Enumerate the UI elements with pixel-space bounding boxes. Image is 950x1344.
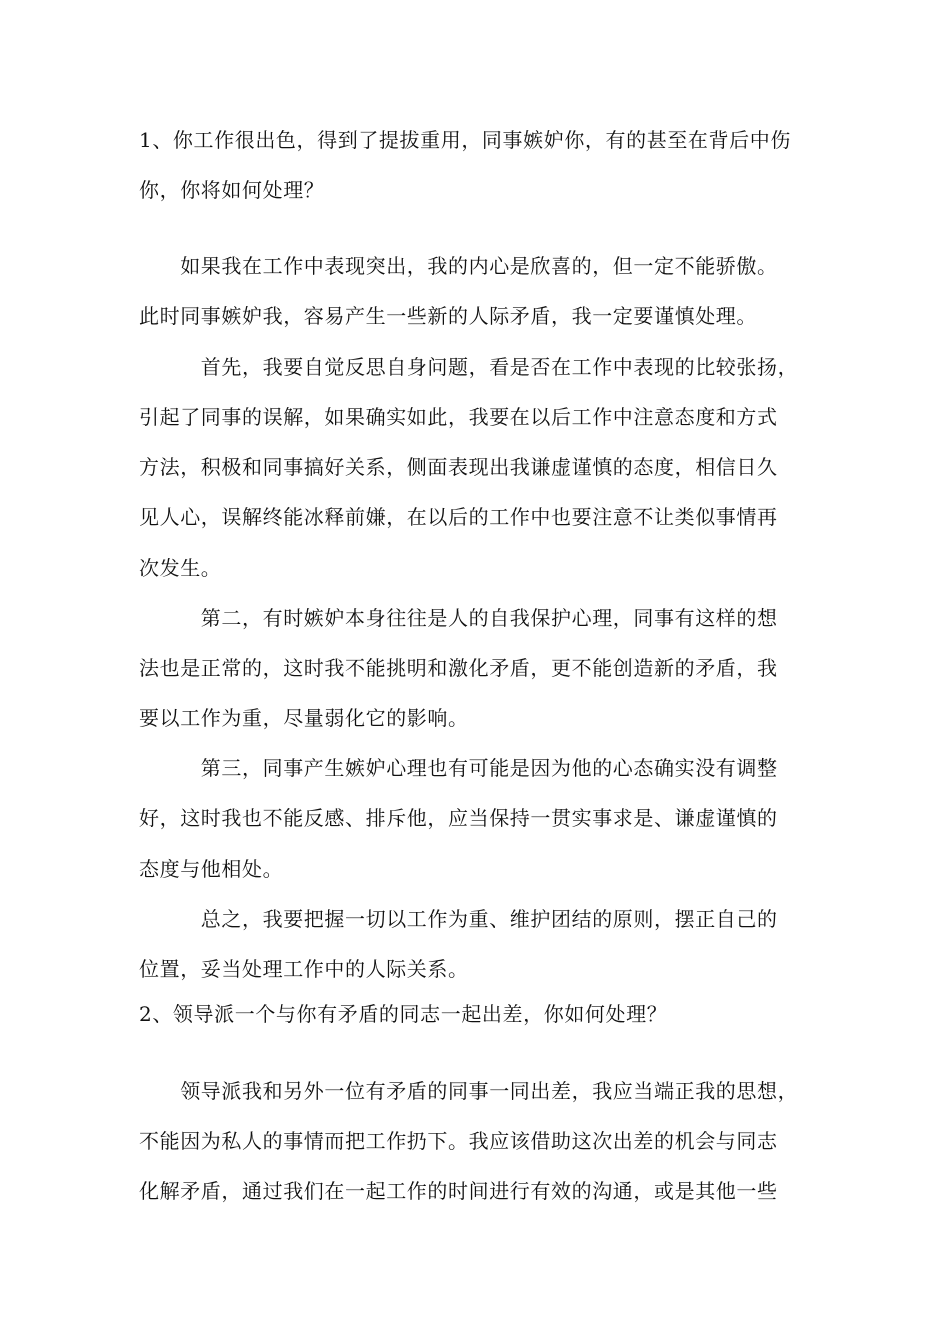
q2-answer-line-2: 不能因为私人的事情而把工作扔下。我应该借助这次出差的机会与同志 — [139, 1129, 778, 1153]
q1-second-line-3: 要以工作为重，尽量弱化它的影响。 — [139, 706, 469, 730]
q1-third-line-3: 态度与他相处。 — [139, 857, 284, 881]
q2-answer-line-3: 化解矛盾，通过我们在一起工作的时间进行有效的沟通，或是其他一些 — [139, 1179, 778, 1203]
q1-intro-line-1: 如果我在工作中表现突出，我的内心是欣喜的，但一定不能骄傲。 — [139, 254, 778, 278]
question-1-line-1: 1、你工作很出色，得到了提拔重用，同事嫉妒你，有的甚至在背后中伤 — [139, 128, 791, 152]
q1-first-line-1: 首先，我要自觉反思自身问题，看是否在工作中表现的比较张扬， — [139, 355, 799, 379]
q1-second-line-1: 第二，有时嫉妒本身往往是人的自我保护心理，同事有这样的想 — [139, 606, 778, 630]
q1-third-line-1: 第三，同事产生嫉妒心理也有可能是因为他的心态确实没有调整 — [139, 756, 778, 780]
q1-intro-line-2: 此时同事嫉妒我，容易产生一些新的人际矛盾，我一定要谨慎处理。 — [139, 304, 757, 328]
q1-summary-line-1: 总之，我要把握一切以工作为重、维护团结的原则，摆正自己的 — [139, 907, 778, 931]
q1-first-line-2: 引起了同事的误解，如果确实如此，我要在以后工作中注意态度和方式 — [139, 405, 778, 429]
q1-third-line-2: 好，这时我也不能反感、排斥他，应当保持一贯实事求是、谦虚谨慎的 — [139, 806, 778, 830]
q1-first-line-5: 次发生。 — [139, 556, 222, 580]
q1-first-line-4: 见人心，误解终能冰释前嫌，在以后的工作中也要注意不让类似事情再 — [139, 505, 778, 529]
q1-summary-line-2: 位置，妥当处理工作中的人际关系。 — [139, 957, 469, 981]
question-2-line-1: 2、领导派一个与你有矛盾的同志一起出差，你如何处理？ — [139, 1002, 668, 1026]
q2-answer-line-1: 领导派我和另外一位有矛盾的同事一同出差，我应当端正我的思想， — [139, 1079, 799, 1103]
q1-first-line-3: 方法，积极和同事搞好关系，侧面表现出我谦虚谨慎的态度，相信日久 — [139, 455, 778, 479]
q1-second-line-2: 法也是正常的，这时我不能挑明和激化矛盾，更不能创造新的矛盾，我 — [139, 656, 778, 680]
question-1-line-2: 你，你将如何处理？ — [139, 178, 325, 202]
